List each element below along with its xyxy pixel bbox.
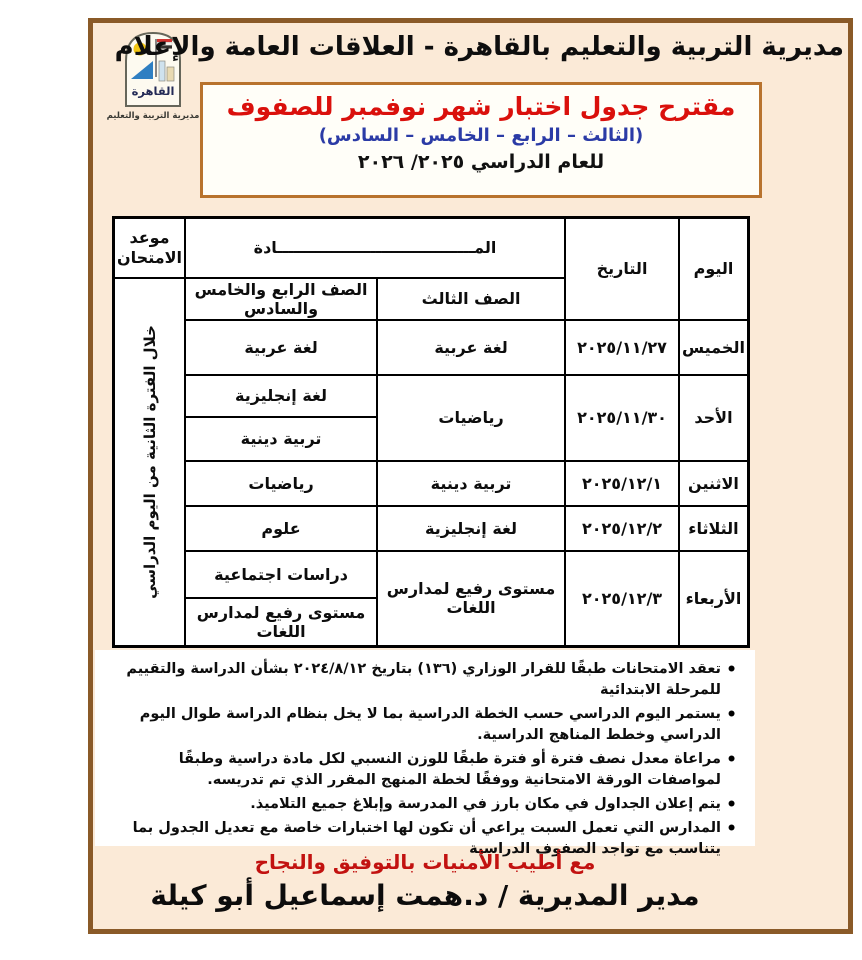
grades-line: (الثالث – الرابع – الخامس – السادس) xyxy=(318,125,644,147)
building-icon xyxy=(159,61,165,81)
grade3-subject: رياضيات xyxy=(377,375,565,461)
note-item: • المدارس التي تعمل السبت يراعي أن تكون لها اختبارات خاصة مع تعديل الجدول بما يتناسب مع تواجد الصفوف الدراسية xyxy=(103,818,741,860)
day-cell: الثلاثاء xyxy=(679,506,748,551)
building-icon xyxy=(167,67,174,81)
header-exam-time: موعد الامتحان xyxy=(114,218,186,278)
table-row xyxy=(114,320,749,375)
date-cell: ٢٠٢٥/١١/٣٠ xyxy=(565,375,679,461)
grade3-subject: مستوى رفيع لمدارس اللغات xyxy=(377,551,565,647)
exam-time-cell xyxy=(114,278,186,647)
date-cell: ٢٠٢٥/١٢/١ xyxy=(565,461,679,506)
schedule-table-wrap xyxy=(112,216,750,648)
note-item: • يستمر اليوم الدراسي حسب الخطة الدراسية بما لا يخل بنظام الدراسة طوال اليوم الدراسي وخطط المناهج الدراسية. xyxy=(103,704,741,746)
director-signature: مدير المديرية / د.همت إسماعيل أبو كيلة xyxy=(150,879,700,912)
wishes-line: مع أطيب الأمنيات بالتوفيق والنجاح xyxy=(254,850,596,874)
grade456-subject: علوم xyxy=(185,506,377,551)
academic-year: للعام الدراسي ٢٠٢٥/ ٢٠٢٦ xyxy=(357,151,605,174)
exam-schedule-table xyxy=(112,216,750,648)
grade456-subject: رياضيات xyxy=(185,461,377,506)
logo-city-label: القاهرة xyxy=(131,84,175,98)
day-cell: الأربعاء xyxy=(679,551,748,647)
exam-title-box xyxy=(200,82,762,198)
date-cell: ٢٠٢٥/١٢/٣ xyxy=(565,551,679,647)
exam-title: مقترح جدول اختبار شهر نوفمبر للصفوف xyxy=(226,92,736,121)
date-cell: ٢٠٢٥/١٢/٢ xyxy=(565,506,679,551)
header-date: التاريخ xyxy=(565,218,679,320)
note-item: • مراعاة معدل نصف فترة أو فترة طبقًا للوزن النسبي لكل مادة دراسية وطبقًا لمواصفات الورقة الامتحانية ووفقًا لخطة المنهج المقرر الذي تم تدريسه. xyxy=(103,749,741,791)
date-cell: ٢٠٢٥/١١/٢٧ xyxy=(565,320,679,375)
day-cell: الخميس xyxy=(679,320,748,375)
day-cell: الاثنين xyxy=(679,461,748,506)
notes-section xyxy=(95,650,755,858)
note-item: • تعقد الامتحانات طبقًا للقرار الوزاري (١٣٦) بتاريخ ٢٠٢٤/٨/١٢ بشأن الدراسة والتقييم للمرحلة الابتدائية xyxy=(103,659,741,701)
grade456-subject: مستوى رفيع لمدارس اللغات xyxy=(185,598,377,647)
grade456-subject: لغة عربية xyxy=(185,320,377,375)
table-row xyxy=(114,461,749,506)
header-subject: المــــــــــــــــــــــــــــــــــــادة xyxy=(185,218,565,278)
header-grade456: الصف الرابع والخامس والسادس xyxy=(185,278,377,320)
grade3-subject: تربية دينية xyxy=(377,461,565,506)
grade456-subject: لغة إنجليزية xyxy=(185,375,377,417)
grade456-subject: دراسات اجتماعية xyxy=(185,551,377,598)
day-cell: الأحد xyxy=(679,375,748,461)
exam-time-value: خلال الفترة الثانية من اليوم الدراسي xyxy=(140,324,159,599)
document-frame xyxy=(88,18,853,934)
grade3-subject: لغة عربية xyxy=(377,320,565,375)
logo-org-label: مديرية التربية والتعليم xyxy=(106,111,200,121)
note-item: • يتم إعلان الجداول في مكان بارز في المدرسة وإبلاغ جميع التلاميذ. xyxy=(103,794,741,815)
grade3-subject: لغة إنجليزية xyxy=(377,506,565,551)
header-day: اليوم xyxy=(679,218,748,320)
header-grade3: الصف الثالث xyxy=(377,278,565,320)
table-row xyxy=(114,375,749,417)
table-row xyxy=(114,551,749,598)
table-row xyxy=(114,506,749,551)
page-title: مديرية التربية والتعليم بالقاهرة - العلاقات العامة والإعلام xyxy=(114,32,844,62)
grade456-subject: تربية دينية xyxy=(185,417,377,461)
